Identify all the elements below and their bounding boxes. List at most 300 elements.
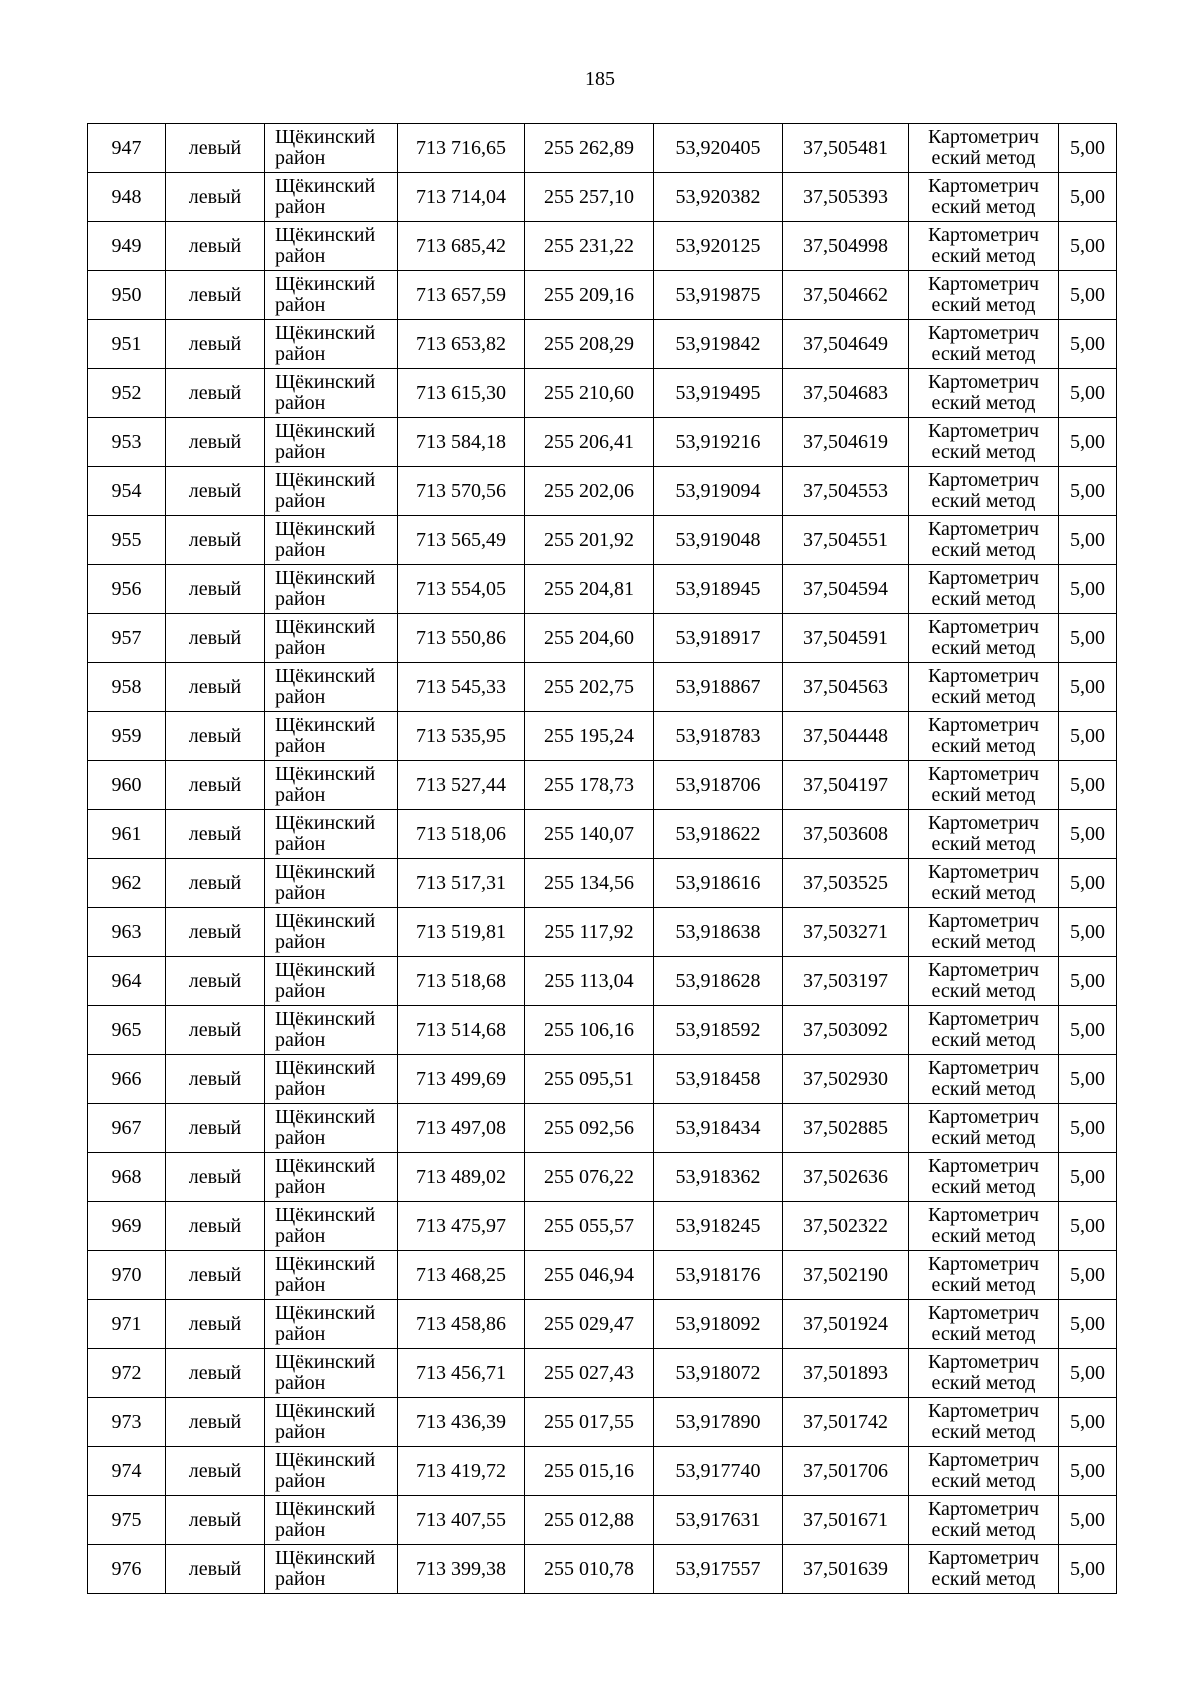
- table-row: [88, 1496, 1117, 1545]
- latitude-cell: 53,918917: [654, 614, 783, 663]
- x-coordinate-cell: 713 653,82: [398, 320, 525, 369]
- x-coordinate-cell: 713 499,69: [398, 1055, 525, 1104]
- district-line-1: Щёкинский: [275, 959, 376, 981]
- side-cell: левый: [166, 1153, 265, 1202]
- y-coordinate-cell: 255 195,24: [525, 712, 654, 761]
- accuracy-cell: 5,00: [1059, 1496, 1117, 1545]
- table-row: [88, 614, 1117, 663]
- district-cell: [265, 712, 398, 761]
- district-line-1: Щёкинский: [275, 861, 376, 883]
- method-line-2: еский метод: [931, 588, 1036, 610]
- latitude-cell: 53,918592: [654, 1006, 783, 1055]
- district-line-1: Щёкинский: [275, 1253, 376, 1275]
- longitude-cell: 37,504591: [783, 614, 909, 663]
- latitude-cell: 53,917631: [654, 1496, 783, 1545]
- district-line-2: район: [275, 833, 326, 855]
- point-number-cell: 949: [88, 222, 166, 271]
- point-number-cell: 961: [88, 810, 166, 859]
- x-coordinate-cell: 713 615,30: [398, 369, 525, 418]
- method-cell: [909, 1202, 1059, 1251]
- point-number-cell: 968: [88, 1153, 166, 1202]
- method-cell: [909, 663, 1059, 712]
- method-line-2: еский метод: [931, 1176, 1036, 1198]
- district-line-2: район: [275, 980, 326, 1002]
- method-line-2: еский метод: [931, 294, 1036, 316]
- district-line-1: Щёкинский: [275, 1498, 376, 1520]
- method-cell: [909, 712, 1059, 761]
- district-cell: [265, 1104, 398, 1153]
- district-line-1: Щёкинский: [275, 518, 376, 540]
- y-coordinate-cell: 255 092,56: [525, 1104, 654, 1153]
- method-cell: [909, 1251, 1059, 1300]
- method-cell: [909, 467, 1059, 516]
- accuracy-cell: 5,00: [1059, 1006, 1117, 1055]
- method-cell: [909, 222, 1059, 271]
- method-cell: [909, 1398, 1059, 1447]
- y-coordinate-cell: 255 231,22: [525, 222, 654, 271]
- accuracy-cell: 5,00: [1059, 859, 1117, 908]
- district-cell: [265, 124, 398, 173]
- side-cell: левый: [166, 271, 265, 320]
- x-coordinate-cell: 713 436,39: [398, 1398, 525, 1447]
- district-cell: [265, 1349, 398, 1398]
- latitude-cell: 53,918783: [654, 712, 783, 761]
- district-cell: [265, 810, 398, 859]
- table-body: [88, 124, 1117, 1594]
- accuracy-cell: 5,00: [1059, 614, 1117, 663]
- method-line-1: Картометрич: [927, 371, 1040, 393]
- method-line-1: Картометрич: [927, 469, 1040, 491]
- latitude-cell: 53,918638: [654, 908, 783, 957]
- accuracy-cell: 5,00: [1059, 222, 1117, 271]
- point-number-cell: 975: [88, 1496, 166, 1545]
- method-line-1: Картометрич: [927, 812, 1040, 834]
- district-line-1: Щёкинский: [275, 1302, 376, 1324]
- district-line-1: Щёкинский: [275, 1449, 376, 1471]
- longitude-cell: 37,504448: [783, 712, 909, 761]
- district-line-1: Щёкинский: [275, 1008, 376, 1030]
- district-line-1: Щёкинский: [275, 322, 376, 344]
- table-row: [88, 1251, 1117, 1300]
- table-row: [88, 1104, 1117, 1153]
- latitude-cell: 53,918706: [654, 761, 783, 810]
- method-cell: [909, 1349, 1059, 1398]
- table-row: [88, 859, 1117, 908]
- district-cell: [265, 761, 398, 810]
- district-line-2: район: [275, 735, 326, 757]
- latitude-cell: 53,919216: [654, 418, 783, 467]
- method-cell: [909, 369, 1059, 418]
- y-coordinate-cell: 255 209,16: [525, 271, 654, 320]
- method-cell: [909, 320, 1059, 369]
- longitude-cell: 37,501706: [783, 1447, 909, 1496]
- side-cell: левый: [166, 1202, 265, 1251]
- method-line-1: Картометрич: [927, 1204, 1040, 1226]
- district-line-2: район: [275, 539, 326, 561]
- method-line-2: еский метод: [931, 882, 1036, 904]
- district-cell: [265, 1300, 398, 1349]
- accuracy-cell: 5,00: [1059, 1545, 1117, 1594]
- district-cell: [265, 222, 398, 271]
- method-line-1: Картометрич: [927, 1253, 1040, 1275]
- district-cell: [265, 418, 398, 467]
- latitude-cell: 53,918362: [654, 1153, 783, 1202]
- district-line-2: район: [275, 490, 326, 512]
- side-cell: левый: [166, 663, 265, 712]
- method-cell: [909, 761, 1059, 810]
- accuracy-cell: 5,00: [1059, 1055, 1117, 1104]
- district-line-2: район: [275, 1323, 326, 1345]
- y-coordinate-cell: 255 204,81: [525, 565, 654, 614]
- point-number-cell: 970: [88, 1251, 166, 1300]
- method-line-2: еский метод: [931, 980, 1036, 1002]
- point-number-cell: 952: [88, 369, 166, 418]
- longitude-cell: 37,502190: [783, 1251, 909, 1300]
- point-number-cell: 967: [88, 1104, 166, 1153]
- x-coordinate-cell: 713 657,59: [398, 271, 525, 320]
- x-coordinate-cell: 713 518,68: [398, 957, 525, 1006]
- y-coordinate-cell: 255 055,57: [525, 1202, 654, 1251]
- y-coordinate-cell: 255 106,16: [525, 1006, 654, 1055]
- method-line-2: еский метод: [931, 784, 1036, 806]
- side-cell: левый: [166, 908, 265, 957]
- table-row: [88, 957, 1117, 1006]
- longitude-cell: 37,501893: [783, 1349, 909, 1398]
- accuracy-cell: 5,00: [1059, 663, 1117, 712]
- point-number-cell: 971: [88, 1300, 166, 1349]
- district-cell: [265, 1496, 398, 1545]
- method-line-2: еский метод: [931, 1078, 1036, 1100]
- method-line-1: Картометрич: [927, 1008, 1040, 1030]
- table-row: [88, 565, 1117, 614]
- table-row: [88, 124, 1117, 173]
- latitude-cell: 53,918092: [654, 1300, 783, 1349]
- x-coordinate-cell: 713 570,56: [398, 467, 525, 516]
- district-cell: [265, 1006, 398, 1055]
- side-cell: левый: [166, 1104, 265, 1153]
- method-cell: [909, 614, 1059, 663]
- district-line-1: Щёкинский: [275, 714, 376, 736]
- longitude-cell: 37,501742: [783, 1398, 909, 1447]
- method-line-2: еский метод: [931, 490, 1036, 512]
- table-row: [88, 173, 1117, 222]
- accuracy-cell: 5,00: [1059, 1398, 1117, 1447]
- district-line-1: Щёкинский: [275, 1351, 376, 1373]
- side-cell: левый: [166, 1300, 265, 1349]
- district-line-1: Щёкинский: [275, 763, 376, 785]
- longitude-cell: 37,502930: [783, 1055, 909, 1104]
- side-cell: левый: [166, 1545, 265, 1594]
- longitude-cell: 37,504649: [783, 320, 909, 369]
- longitude-cell: 37,501924: [783, 1300, 909, 1349]
- method-line-2: еский метод: [931, 196, 1036, 218]
- side-cell: левый: [166, 859, 265, 908]
- district-line-1: Щёкинский: [275, 1400, 376, 1422]
- x-coordinate-cell: 713 514,68: [398, 1006, 525, 1055]
- table-row: [88, 712, 1117, 761]
- point-number-cell: 964: [88, 957, 166, 1006]
- method-line-2: еский метод: [931, 1323, 1036, 1345]
- y-coordinate-cell: 255 117,92: [525, 908, 654, 957]
- district-line-1: Щёкинский: [275, 616, 376, 638]
- x-coordinate-cell: 713 685,42: [398, 222, 525, 271]
- accuracy-cell: 5,00: [1059, 712, 1117, 761]
- x-coordinate-cell: 713 714,04: [398, 173, 525, 222]
- y-coordinate-cell: 255 095,51: [525, 1055, 654, 1104]
- district-line-2: район: [275, 441, 326, 463]
- district-cell: [265, 859, 398, 908]
- x-coordinate-cell: 713 545,33: [398, 663, 525, 712]
- longitude-cell: 37,505393: [783, 173, 909, 222]
- point-number-cell: 972: [88, 1349, 166, 1398]
- longitude-cell: 37,504563: [783, 663, 909, 712]
- y-coordinate-cell: 255 202,75: [525, 663, 654, 712]
- method-cell: [909, 1447, 1059, 1496]
- point-number-cell: 951: [88, 320, 166, 369]
- y-coordinate-cell: 255 208,29: [525, 320, 654, 369]
- district-line-1: Щёкинский: [275, 371, 376, 393]
- point-number-cell: 950: [88, 271, 166, 320]
- district-line-2: район: [275, 196, 326, 218]
- point-number-cell: 957: [88, 614, 166, 663]
- point-number-cell: 976: [88, 1545, 166, 1594]
- accuracy-cell: 5,00: [1059, 1447, 1117, 1496]
- y-coordinate-cell: 255 015,16: [525, 1447, 654, 1496]
- method-line-1: Картометрич: [927, 1547, 1040, 1569]
- y-coordinate-cell: 255 202,06: [525, 467, 654, 516]
- longitude-cell: 37,504998: [783, 222, 909, 271]
- district-line-2: район: [275, 1421, 326, 1443]
- table-row: [88, 1447, 1117, 1496]
- y-coordinate-cell: 255 178,73: [525, 761, 654, 810]
- district-cell: [265, 467, 398, 516]
- method-line-2: еский метод: [931, 147, 1036, 169]
- latitude-cell: 53,919842: [654, 320, 783, 369]
- x-coordinate-cell: 713 468,25: [398, 1251, 525, 1300]
- district-cell: [265, 565, 398, 614]
- method-cell: [909, 1545, 1059, 1594]
- district-line-1: Щёкинский: [275, 665, 376, 687]
- method-line-1: Картометрич: [927, 420, 1040, 442]
- method-line-2: еский метод: [931, 1274, 1036, 1296]
- district-line-2: район: [275, 588, 326, 610]
- longitude-cell: 37,505481: [783, 124, 909, 173]
- side-cell: левый: [166, 1006, 265, 1055]
- x-coordinate-cell: 713 527,44: [398, 761, 525, 810]
- latitude-cell: 53,918072: [654, 1349, 783, 1398]
- method-cell: [909, 516, 1059, 565]
- accuracy-cell: 5,00: [1059, 1104, 1117, 1153]
- longitude-cell: 37,502322: [783, 1202, 909, 1251]
- table-row: [88, 761, 1117, 810]
- longitude-cell: 37,503092: [783, 1006, 909, 1055]
- x-coordinate-cell: 713 456,71: [398, 1349, 525, 1398]
- method-cell: [909, 957, 1059, 1006]
- method-cell: [909, 908, 1059, 957]
- latitude-cell: 53,918176: [654, 1251, 783, 1300]
- district-cell: [265, 320, 398, 369]
- table-row: [88, 1349, 1117, 1398]
- accuracy-cell: 5,00: [1059, 810, 1117, 859]
- accuracy-cell: 5,00: [1059, 1300, 1117, 1349]
- side-cell: левый: [166, 1055, 265, 1104]
- district-line-2: район: [275, 294, 326, 316]
- district-line-1: Щёкинский: [275, 273, 376, 295]
- side-cell: левый: [166, 124, 265, 173]
- table-row: [88, 1300, 1117, 1349]
- side-cell: левый: [166, 1398, 265, 1447]
- longitude-cell: 37,501639: [783, 1545, 909, 1594]
- side-cell: левый: [166, 1447, 265, 1496]
- point-number-cell: 960: [88, 761, 166, 810]
- x-coordinate-cell: 713 550,86: [398, 614, 525, 663]
- district-line-2: район: [275, 882, 326, 904]
- point-number-cell: 959: [88, 712, 166, 761]
- latitude-cell: 53,920382: [654, 173, 783, 222]
- district-cell: [265, 957, 398, 1006]
- district-line-2: район: [275, 1568, 326, 1590]
- coordinates-table: [87, 123, 1117, 1594]
- method-cell: [909, 859, 1059, 908]
- district-cell: [265, 1545, 398, 1594]
- latitude-cell: 53,918622: [654, 810, 783, 859]
- method-line-2: еский метод: [931, 539, 1036, 561]
- side-cell: левый: [166, 1349, 265, 1398]
- method-line-2: еский метод: [931, 245, 1036, 267]
- district-line-2: район: [275, 1176, 326, 1198]
- district-line-2: район: [275, 1470, 326, 1492]
- method-line-1: Картометрич: [927, 714, 1040, 736]
- district-line-1: Щёкинский: [275, 224, 376, 246]
- district-line-2: район: [275, 1029, 326, 1051]
- method-line-2: еский метод: [931, 1372, 1036, 1394]
- method-line-1: Картометрич: [927, 567, 1040, 589]
- table-row: [88, 1153, 1117, 1202]
- latitude-cell: 53,919495: [654, 369, 783, 418]
- y-coordinate-cell: 255 076,22: [525, 1153, 654, 1202]
- x-coordinate-cell: 713 584,18: [398, 418, 525, 467]
- side-cell: левый: [166, 565, 265, 614]
- method-line-2: еский метод: [931, 735, 1036, 757]
- district-line-2: район: [275, 1274, 326, 1296]
- method-line-2: еский метод: [931, 1519, 1036, 1541]
- district-cell: [265, 1251, 398, 1300]
- method-line-1: Картометрич: [927, 1449, 1040, 1471]
- point-number-cell: 947: [88, 124, 166, 173]
- method-line-1: Картометрич: [927, 959, 1040, 981]
- side-cell: левый: [166, 320, 265, 369]
- accuracy-cell: 5,00: [1059, 908, 1117, 957]
- accuracy-cell: 5,00: [1059, 1202, 1117, 1251]
- district-cell: [265, 516, 398, 565]
- district-line-2: район: [275, 1078, 326, 1100]
- district-line-1: Щёкинский: [275, 1106, 376, 1128]
- accuracy-cell: 5,00: [1059, 467, 1117, 516]
- district-line-2: район: [275, 1372, 326, 1394]
- district-line-2: район: [275, 637, 326, 659]
- accuracy-cell: 5,00: [1059, 124, 1117, 173]
- method-line-1: Картометрич: [927, 665, 1040, 687]
- x-coordinate-cell: 713 535,95: [398, 712, 525, 761]
- side-cell: левый: [166, 810, 265, 859]
- y-coordinate-cell: 255 201,92: [525, 516, 654, 565]
- latitude-cell: 53,920405: [654, 124, 783, 173]
- side-cell: левый: [166, 614, 265, 663]
- table-row: [88, 271, 1117, 320]
- longitude-cell: 37,501671: [783, 1496, 909, 1545]
- method-cell: [909, 1055, 1059, 1104]
- point-number-cell: 966: [88, 1055, 166, 1104]
- x-coordinate-cell: 713 407,55: [398, 1496, 525, 1545]
- accuracy-cell: 5,00: [1059, 271, 1117, 320]
- method-line-1: Картометрич: [927, 616, 1040, 638]
- side-cell: левый: [166, 173, 265, 222]
- table-row: [88, 222, 1117, 271]
- longitude-cell: 37,502636: [783, 1153, 909, 1202]
- district-line-2: район: [275, 1127, 326, 1149]
- method-cell: [909, 173, 1059, 222]
- side-cell: левый: [166, 712, 265, 761]
- district-line-1: Щёкинский: [275, 567, 376, 589]
- x-coordinate-cell: 713 497,08: [398, 1104, 525, 1153]
- x-coordinate-cell: 713 518,06: [398, 810, 525, 859]
- point-number-cell: 974: [88, 1447, 166, 1496]
- method-line-2: еский метод: [931, 1127, 1036, 1149]
- longitude-cell: 37,503608: [783, 810, 909, 859]
- method-line-1: Картометрич: [927, 1302, 1040, 1324]
- x-coordinate-cell: 713 565,49: [398, 516, 525, 565]
- method-cell: [909, 565, 1059, 614]
- y-coordinate-cell: 255 113,04: [525, 957, 654, 1006]
- y-coordinate-cell: 255 204,60: [525, 614, 654, 663]
- method-line-2: еский метод: [931, 1421, 1036, 1443]
- method-line-1: Картометрич: [927, 910, 1040, 932]
- method-line-1: Картометрич: [927, 1057, 1040, 1079]
- longitude-cell: 37,503271: [783, 908, 909, 957]
- x-coordinate-cell: 713 489,02: [398, 1153, 525, 1202]
- district-cell: [265, 908, 398, 957]
- longitude-cell: 37,504619: [783, 418, 909, 467]
- method-cell: [909, 124, 1059, 173]
- method-line-1: Картометрич: [927, 175, 1040, 197]
- method-cell: [909, 1496, 1059, 1545]
- x-coordinate-cell: 713 399,38: [398, 1545, 525, 1594]
- y-coordinate-cell: 255 010,78: [525, 1545, 654, 1594]
- side-cell: левый: [166, 369, 265, 418]
- method-line-2: еский метод: [931, 637, 1036, 659]
- x-coordinate-cell: 713 458,86: [398, 1300, 525, 1349]
- y-coordinate-cell: 255 257,10: [525, 173, 654, 222]
- district-line-2: район: [275, 1225, 326, 1247]
- y-coordinate-cell: 255 140,07: [525, 810, 654, 859]
- side-cell: левый: [166, 1496, 265, 1545]
- district-line-2: район: [275, 1519, 326, 1541]
- table-row: [88, 1398, 1117, 1447]
- method-line-1: Картометрич: [927, 763, 1040, 785]
- district-cell: [265, 271, 398, 320]
- latitude-cell: 53,919048: [654, 516, 783, 565]
- x-coordinate-cell: 713 419,72: [398, 1447, 525, 1496]
- side-cell: левый: [166, 467, 265, 516]
- y-coordinate-cell: 255 262,89: [525, 124, 654, 173]
- district-line-2: район: [275, 784, 326, 806]
- method-cell: [909, 1300, 1059, 1349]
- x-coordinate-cell: 713 716,65: [398, 124, 525, 173]
- district-cell: [265, 1153, 398, 1202]
- accuracy-cell: 5,00: [1059, 320, 1117, 369]
- method-line-2: еский метод: [931, 686, 1036, 708]
- longitude-cell: 37,502885: [783, 1104, 909, 1153]
